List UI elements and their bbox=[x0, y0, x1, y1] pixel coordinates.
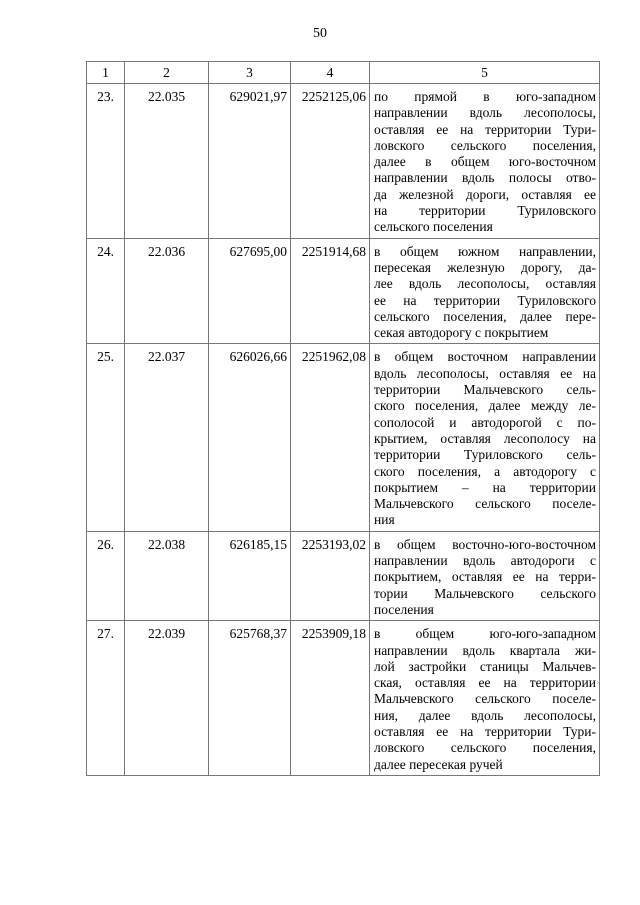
point-code-cell: 22.035 bbox=[125, 84, 209, 239]
table-row bbox=[87, 238, 600, 344]
description-line: ловского сельского поселения, bbox=[374, 137, 596, 153]
coordinate-y-cell: 2252125,06 bbox=[291, 84, 370, 239]
point-code-cell: 22.036 bbox=[125, 238, 209, 344]
description-line: лой застройки станицы Мальчев- bbox=[374, 658, 596, 674]
description-cell bbox=[370, 84, 600, 239]
coordinate-x-cell: 625768,37 bbox=[209, 621, 291, 776]
column-header-2: 2 bbox=[125, 62, 209, 84]
description-line: в общем восточном направлении bbox=[374, 349, 596, 365]
description-line: ловского сельского поселения, bbox=[374, 740, 596, 756]
description-line: ния, далее вдоль лесополосы, bbox=[374, 707, 596, 723]
column-header-1: 1 bbox=[87, 62, 125, 84]
description-line: в общем южном направлении, bbox=[374, 243, 596, 259]
coordinate-x-cell: 629021,97 bbox=[209, 84, 291, 239]
page-number: 50 bbox=[313, 26, 327, 41]
row-number-cell: 25. bbox=[87, 344, 125, 531]
description-line: тории Мальчевского сельского bbox=[374, 585, 596, 601]
description-cell bbox=[370, 531, 600, 620]
table-row bbox=[87, 621, 600, 776]
row-number-cell: 23. bbox=[87, 84, 125, 239]
description-line: пересекая железную дорогу, да- bbox=[374, 259, 596, 275]
description-cell bbox=[370, 238, 600, 344]
description-line: по прямой в юго-западном bbox=[374, 89, 596, 104]
coordinate-y-cell: 2253909,18 bbox=[291, 621, 370, 776]
description-line: секая автодорогу с покрытием bbox=[374, 325, 549, 341]
description-line: да железной дороги, оставляя ее bbox=[374, 186, 596, 202]
description-cell bbox=[370, 621, 600, 776]
header-row bbox=[87, 62, 600, 84]
description-line: крытием, оставляя лесополосу на bbox=[374, 430, 596, 446]
coordinate-x-cell: 626026,66 bbox=[209, 344, 291, 531]
description-line: направлении вдоль автодороги с bbox=[374, 553, 596, 569]
description-line: ния bbox=[374, 512, 395, 528]
row-number-cell: 27. bbox=[87, 621, 125, 776]
column-header-4: 4 bbox=[291, 62, 370, 84]
description-line: оставляя ее на территории Тури- bbox=[374, 723, 596, 739]
point-code-cell: 22.037 bbox=[125, 344, 209, 531]
description-line: в общем восточно-юго-восточном bbox=[374, 536, 596, 552]
description-line: направлении вдоль лесополосы, bbox=[374, 105, 596, 121]
description-line: покрытием, оставляя ее на терри- bbox=[374, 569, 596, 585]
description-line: сельского поселения bbox=[374, 219, 493, 235]
coordinate-y-cell: 2251914,68 bbox=[291, 238, 370, 344]
description-line: далее пересекая ручей bbox=[374, 756, 503, 772]
description-line: ского поселения, а автодорогу с bbox=[374, 463, 596, 479]
description-cell bbox=[370, 344, 600, 531]
description-line: поселения bbox=[374, 601, 434, 617]
description-line: на территории Туриловского bbox=[374, 203, 596, 219]
row-number-cell: 26. bbox=[87, 531, 125, 620]
description-line: направлении вдоль квартала жи- bbox=[374, 642, 596, 658]
description-line: территории Туриловского сель- bbox=[374, 447, 596, 463]
description-line: территории Мальчевского сель- bbox=[374, 382, 596, 398]
description-line: покрытием – на территории bbox=[374, 479, 596, 495]
coordinate-y-cell: 2253193,02 bbox=[291, 531, 370, 620]
description-line: направлении вдоль полосы отво- bbox=[374, 170, 596, 186]
description-line: далее в общем юго-восточном bbox=[374, 154, 596, 170]
description-line: сополосой и автодорогой с по- bbox=[374, 414, 596, 430]
description-line: ская, оставляя ее на территории bbox=[374, 675, 596, 691]
description-line: вдоль лесополосы, оставляя ее на bbox=[374, 365, 596, 381]
row-number-cell: 24. bbox=[87, 238, 125, 344]
coordinate-x-cell: 627695,00 bbox=[209, 238, 291, 344]
description-line: Мальчевского сельского поселе- bbox=[374, 691, 596, 707]
coordinate-y-cell: 2251962,08 bbox=[291, 344, 370, 531]
description-line: оставляя ее на территории Тури- bbox=[374, 121, 596, 137]
column-header-5: 5 bbox=[370, 62, 600, 84]
point-code-cell: 22.038 bbox=[125, 531, 209, 620]
coordinate-x-cell: 626185,15 bbox=[209, 531, 291, 620]
description-line: Мальчевского сельского поселе- bbox=[374, 496, 596, 512]
description-line: в общем юго-юго-западном bbox=[374, 626, 596, 642]
description-line: ее на территории Туриловского bbox=[374, 292, 596, 308]
description-line: лее вдоль лесополосы, оставляя bbox=[374, 276, 596, 292]
point-code-cell: 22.039 bbox=[125, 621, 209, 776]
description-line: ского поселения, далее между ле- bbox=[374, 398, 596, 414]
table-row bbox=[87, 84, 600, 239]
boundary-table bbox=[86, 61, 600, 776]
table-row bbox=[87, 531, 600, 620]
description-line: сельского поселения, далее пере- bbox=[374, 308, 596, 324]
table-row bbox=[87, 344, 600, 531]
column-header-3: 3 bbox=[209, 62, 291, 84]
